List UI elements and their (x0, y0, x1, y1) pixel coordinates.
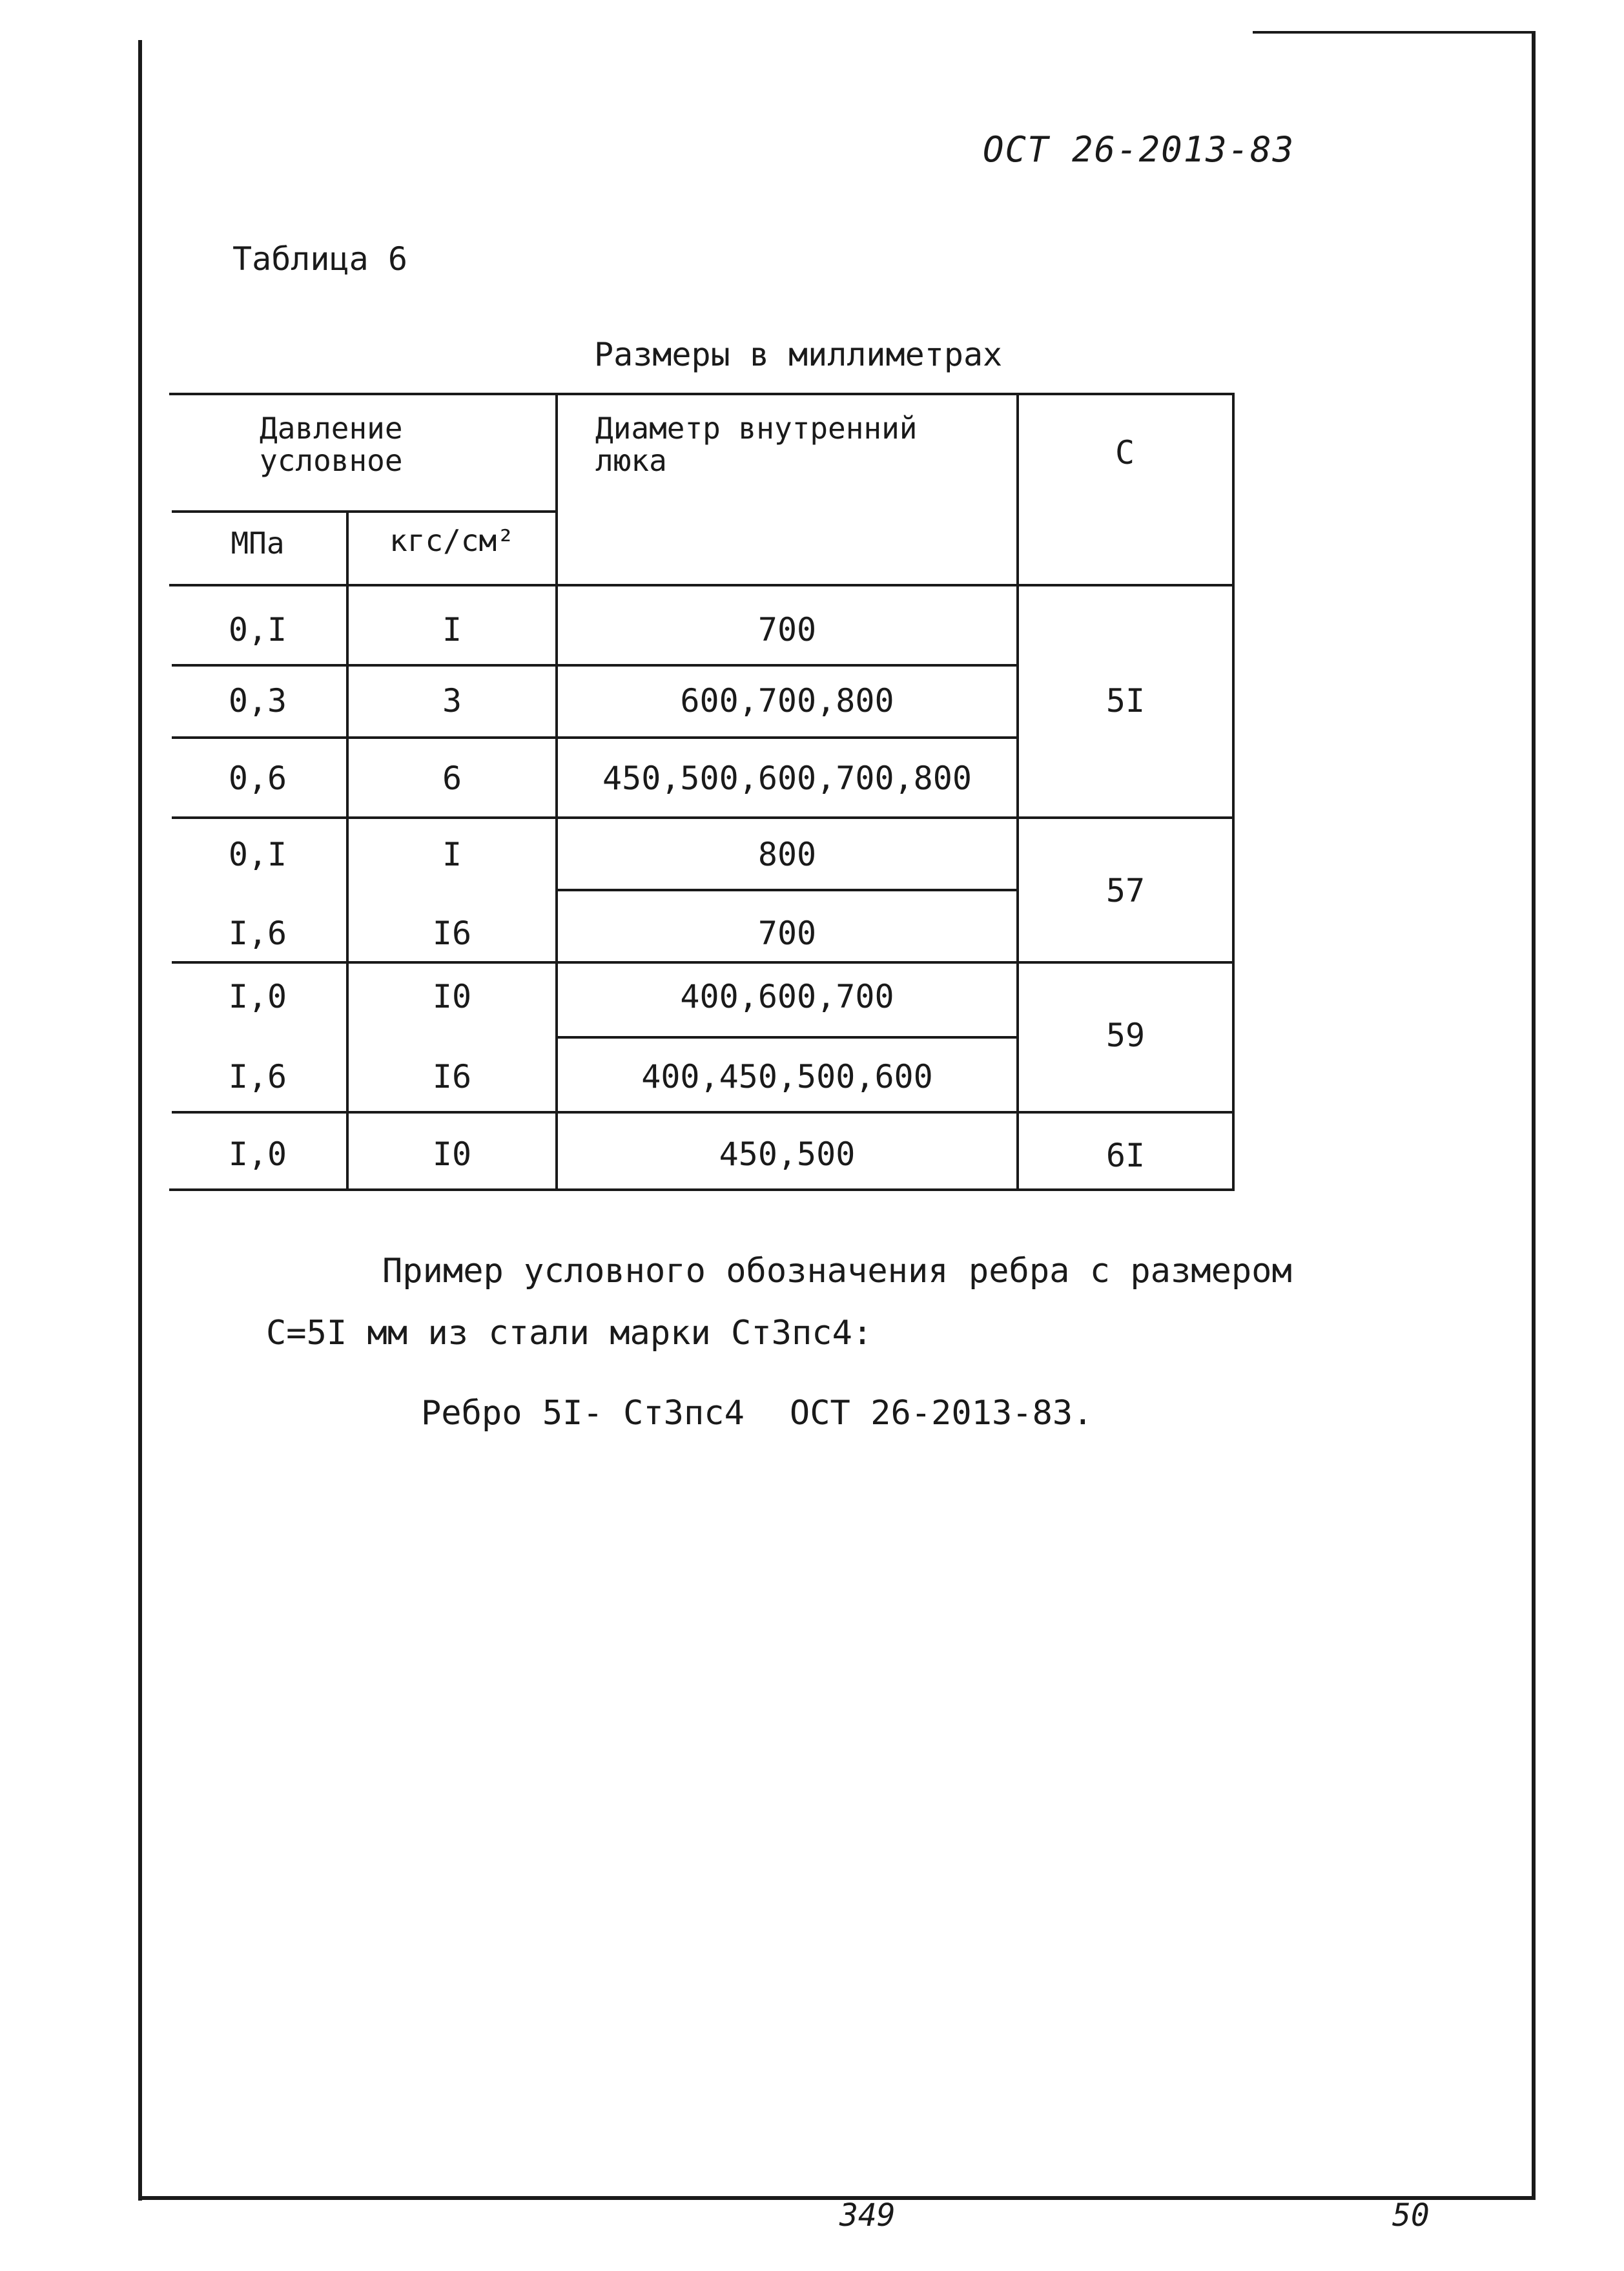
example-text-line-1: Пример условного обозначения ребра с размером (382, 1252, 1292, 1291)
header-diameter: Диаметр внутренний люка (595, 411, 918, 478)
dimensions-table (169, 393, 1235, 1191)
cell-kgf: I6 (432, 915, 472, 952)
header-pressure (260, 412, 427, 477)
units-note: Размеры в миллиметрах (594, 336, 1003, 373)
cell-c: 6I (1105, 1137, 1146, 1174)
cell-diameter: 400,450,500,600 (641, 1058, 933, 1095)
cell-diameter: 700 (757, 611, 817, 648)
table-label: Таблица 6 (232, 240, 407, 278)
page-frame-right (1532, 31, 1536, 2196)
document-code: ОСТ 26-2013-83 (983, 129, 1295, 170)
cell-kgf: 6 (442, 760, 462, 797)
example-designation-part-2: ОСТ 26-2013-83. (789, 1394, 1093, 1433)
cell-kgf: I6 (432, 1058, 472, 1095)
cell-c: 57 (1105, 872, 1146, 909)
cell-diameter: 700 (757, 915, 817, 952)
page-frame-bottom (138, 2196, 1536, 2200)
cell-kgf: I0 (432, 1136, 472, 1173)
page-number-right: 50 (1392, 2197, 1430, 2234)
example-designation-part-1: Ребро 5I- Ст3пс4 (421, 1394, 745, 1433)
cell-mpa: I,6 (228, 1058, 287, 1095)
cell-diameter: 450,500 (719, 1136, 856, 1173)
cell-mpa: I,0 (228, 1136, 287, 1173)
header-c: С (1115, 434, 1135, 472)
page-frame-left (138, 40, 142, 2201)
cell-kgf: I (442, 611, 462, 648)
cell-diameter: 400,600,700 (680, 978, 894, 1015)
cell-mpa: 0,I (228, 611, 287, 648)
header-pressure-text: Давление условное (260, 411, 403, 478)
cell-diameter: 800 (757, 836, 817, 873)
header-mpa: МПа (231, 526, 285, 561)
cell-kgf: 3 (442, 682, 462, 720)
cell-mpa: 0,6 (228, 760, 287, 797)
cell-diameter: 600,700,800 (680, 682, 894, 720)
cell-kgf: I (442, 836, 462, 873)
cell-c: 5I (1105, 682, 1146, 720)
page-frame-top (1253, 31, 1534, 34)
cell-diameter: 450,500,600,700,800 (602, 760, 972, 797)
cell-c: 59 (1105, 1017, 1146, 1054)
cell-mpa: 0,I (228, 836, 287, 873)
example-designation (421, 1394, 1093, 1433)
header-kgf: кгс/см² (389, 523, 515, 558)
example-text-line-2: С=5I мм из стали марки Ст3пс4: (266, 1314, 873, 1353)
cell-kgf: I0 (432, 978, 472, 1015)
cell-mpa: I,0 (228, 978, 287, 1015)
page-number-center: 349 (839, 2197, 896, 2234)
cell-mpa: 0,3 (228, 682, 287, 720)
cell-mpa: I,6 (228, 915, 287, 952)
